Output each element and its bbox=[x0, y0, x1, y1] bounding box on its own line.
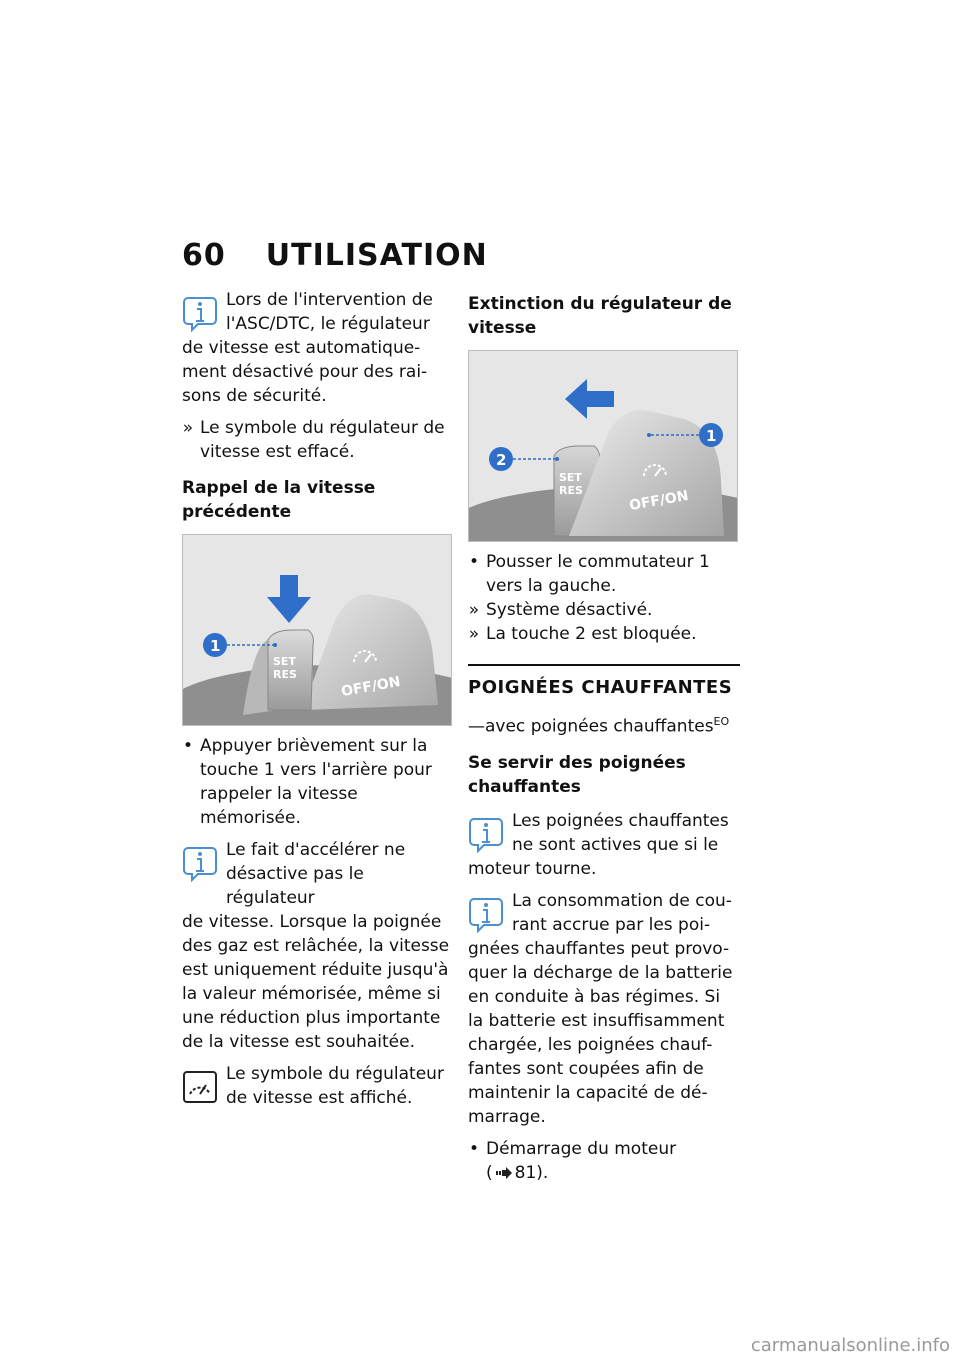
page-reference-arrow-icon bbox=[496, 1167, 512, 1179]
note-line: marrage. bbox=[468, 1106, 546, 1127]
note-line: Lors de l'intervention de bbox=[226, 290, 433, 310]
note-line: est uniquement réduite jusqu'à bbox=[182, 960, 449, 980]
page-reference-link[interactable] bbox=[468, 1161, 740, 1185]
set-label: SET bbox=[559, 471, 582, 484]
heading-line: vitesse bbox=[468, 318, 537, 338]
page-reference-number: 81). bbox=[514, 1162, 549, 1183]
figure-off-switch bbox=[468, 350, 738, 542]
note-line: la valeur mémorisée, même si bbox=[182, 984, 441, 1004]
heading-line: Se servir des poignées bbox=[468, 752, 686, 773]
note-line: gnées chauffantes peut provo- bbox=[468, 938, 730, 959]
info-icon bbox=[182, 842, 218, 882]
watermark: carmanualsonline.info bbox=[750, 1335, 950, 1356]
note-line: des gaz est relâchée, la vitesse bbox=[182, 936, 450, 956]
step-line: touche 1 vers l'arrière pour bbox=[200, 760, 432, 780]
result-marker: » bbox=[468, 600, 480, 620]
info-note-engine-running bbox=[468, 809, 740, 881]
res-label: RES bbox=[273, 668, 297, 681]
step-marker: • bbox=[182, 736, 194, 756]
cruise-control-icon bbox=[182, 1066, 218, 1106]
note-line: de vitesse est automatique- bbox=[182, 338, 421, 358]
off-on-label: OFF/ON bbox=[340, 673, 402, 701]
off-on-label: OFF/ON bbox=[628, 487, 690, 515]
switch-illustration bbox=[469, 351, 737, 541]
result-line: Le symbole du régulateur de bbox=[200, 418, 445, 438]
speedometer-icon bbox=[641, 459, 669, 479]
availability-code: EO bbox=[713, 715, 730, 728]
step-line: rappeler la vitesse mémorisée. bbox=[200, 784, 358, 828]
callout-1: 1 bbox=[706, 427, 717, 445]
note-line: ne sont actives que si le bbox=[512, 834, 719, 855]
note-line: moteur tourne. bbox=[468, 858, 597, 879]
note-line: rant accrue par les poi- bbox=[512, 914, 711, 935]
step-line: Démarrage du moteur bbox=[486, 1138, 677, 1159]
note-line: désactive pas le régulateur bbox=[226, 864, 364, 908]
heading-line: Rappel de la vitesse bbox=[182, 478, 376, 498]
heading-recall-speed bbox=[182, 476, 454, 524]
note-line: l'ASC/DTC, le régulateur bbox=[226, 314, 430, 334]
info-icon bbox=[468, 893, 504, 933]
note-line: La consommation de cou- bbox=[512, 890, 732, 911]
note-line: Les poignées chauffantes bbox=[512, 810, 729, 831]
callout-1: 1 bbox=[210, 637, 221, 655]
step-press-button bbox=[182, 734, 454, 830]
note-line: de vitesse est affiché. bbox=[226, 1088, 413, 1108]
note-line: fantes sont coupées afin de bbox=[468, 1058, 704, 1079]
result-symbol-erased bbox=[182, 416, 454, 464]
info-note-asc-dtc bbox=[182, 288, 454, 408]
section-divider bbox=[468, 664, 740, 666]
paren-open: ( bbox=[486, 1162, 493, 1183]
res-label: RES bbox=[559, 484, 583, 497]
result-line: vitesse est effacé. bbox=[200, 442, 355, 462]
result-marker: » bbox=[468, 624, 480, 644]
step-line: vers la gauche. bbox=[486, 576, 617, 596]
set-label: SET bbox=[273, 655, 296, 668]
heading-line: précédente bbox=[182, 502, 292, 522]
section-title: POIGNÉES CHAUFFANTES bbox=[468, 677, 733, 698]
note-line: sons de sécurité. bbox=[182, 386, 327, 406]
result-marker: » bbox=[182, 418, 194, 438]
note-line: Le symbole du régulateur bbox=[226, 1064, 444, 1084]
step-start-engine bbox=[468, 1137, 740, 1185]
speedometer-icon bbox=[351, 645, 379, 665]
result-system-off bbox=[468, 598, 740, 622]
callout-2: 2 bbox=[496, 451, 507, 469]
info-icon bbox=[468, 813, 504, 853]
step-line: Pousser le commutateur 1 bbox=[486, 552, 710, 572]
switch-illustration bbox=[183, 535, 451, 725]
note-line: de la vitesse est souhaitée. bbox=[182, 1032, 416, 1052]
cruise-symbol-note bbox=[182, 1062, 454, 1110]
note-line: chargée, les poignées chauf- bbox=[468, 1034, 713, 1055]
step-marker: • bbox=[468, 552, 480, 572]
left-column bbox=[182, 288, 454, 1110]
figure-set-res-button bbox=[182, 534, 452, 726]
availability-text: —avec poignées chauffantes bbox=[468, 716, 714, 737]
availability-line bbox=[468, 710, 740, 739]
result-line: Système désactivé. bbox=[486, 600, 653, 620]
note-line: maintenir la capacité de dé- bbox=[468, 1082, 708, 1103]
note-line: la batterie est insuffisamment bbox=[468, 1010, 725, 1031]
heading-line: Extinction du régulateur de bbox=[468, 294, 732, 314]
note-line: quer la décharge de la batterie bbox=[468, 962, 733, 983]
info-note-accelerate bbox=[182, 838, 454, 1054]
step-marker: • bbox=[468, 1138, 480, 1159]
step-line: Appuyer brièvement sur la bbox=[200, 736, 428, 756]
note-line: ment désactivé pour des rai- bbox=[182, 362, 428, 382]
heading-deactivate-cruise bbox=[468, 292, 740, 340]
page-header bbox=[182, 238, 488, 273]
page-title: UTILISATION bbox=[265, 238, 488, 273]
note-line: une réduction plus importante bbox=[182, 1008, 441, 1028]
heading-use-heated-grips bbox=[468, 751, 740, 799]
info-icon bbox=[182, 292, 218, 332]
note-line: de vitesse. Lorsque la poignée bbox=[182, 912, 442, 932]
info-note-battery bbox=[468, 889, 740, 1129]
right-column bbox=[468, 288, 740, 1185]
step-push-switch bbox=[468, 550, 740, 598]
result-key-locked bbox=[468, 622, 740, 646]
result-line: La touche 2 est bloquée. bbox=[486, 624, 697, 644]
note-line: en conduite à bas régimes. Si bbox=[468, 986, 721, 1007]
note-line: Le fait d'accélérer ne bbox=[226, 840, 406, 860]
heading-line: chauffantes bbox=[468, 776, 581, 797]
page-number: 60 bbox=[182, 238, 226, 273]
